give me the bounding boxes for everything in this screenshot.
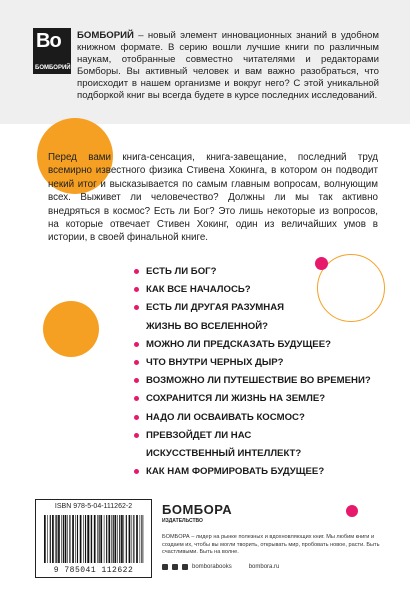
question-item bbox=[134, 299, 374, 317]
bullet-dot-icon bbox=[134, 469, 139, 474]
questions-list bbox=[134, 263, 374, 481]
bullet-dot-icon bbox=[134, 305, 139, 310]
question-text: МОЖНО ЛИ ПРЕДСКАЗАТЬ БУДУЩЕЕ? bbox=[146, 338, 331, 350]
publisher-dot-icon bbox=[346, 505, 358, 517]
publisher-links bbox=[162, 564, 382, 570]
question-text: НАДО ЛИ ОСВАИВАТЬ КОСМОС? bbox=[146, 411, 305, 423]
question-text: СОХРАНИТСЯ ЛИ ЖИЗНЬ НА ЗЕМЛЕ? bbox=[146, 393, 326, 405]
question-text: ПРЕВЗОЙДЕТ ЛИ НАС bbox=[146, 429, 252, 441]
question-item bbox=[134, 372, 374, 390]
question-text: ВОЗМОЖНО ЛИ ПУТЕШЕСТВИЕ ВО ВРЕМЕНИ? bbox=[146, 375, 371, 387]
publisher-name: БОМБОРА bbox=[162, 502, 233, 517]
question-item bbox=[134, 336, 374, 354]
social-handle[interactable]: bomborabooks bbox=[192, 564, 232, 570]
logo-caption: БОМБОРИЙ bbox=[35, 65, 71, 71]
question-item bbox=[134, 409, 374, 427]
publisher-blurb: БОМБОРА – лидер на рынке полезных и вдохновляющих книг. Мы любим книги и создаем их, чтобы вы могли творить, открывать мир, пробовать новое, расти. Быть счастливыми. Быть на волне. bbox=[162, 534, 380, 556]
question-item bbox=[134, 445, 374, 463]
bullet-dot-icon bbox=[134, 360, 139, 365]
question-item bbox=[134, 281, 374, 299]
question-item bbox=[134, 263, 374, 281]
series-brand: БОМБОРИЙ bbox=[77, 30, 134, 41]
bullet-dot-icon bbox=[134, 269, 139, 274]
question-item bbox=[134, 354, 374, 372]
barcode-icon bbox=[44, 515, 144, 563]
barcode-number: 9 785041 112622 bbox=[53, 566, 134, 575]
question-item bbox=[134, 390, 374, 408]
question-text: ЕСТЬ ЛИ БОГ? bbox=[146, 266, 217, 277]
bullet-dot-icon bbox=[134, 415, 139, 420]
question-item bbox=[134, 427, 374, 445]
question-text: ИСКУССТВЕННЫЙ ИНТЕЛЛЕКТ? bbox=[146, 448, 302, 460]
isbn-text: ISBN 978-5-04-111262-2 bbox=[54, 503, 133, 510]
question-text: КАК ВСЕ НАЧАЛОСЬ? bbox=[146, 284, 251, 296]
orange-half-circle-decoration bbox=[43, 301, 99, 357]
vk-icon bbox=[172, 564, 178, 570]
publisher-subtitle: ИЗДАТЕЛЬСТВО bbox=[162, 518, 203, 524]
question-item bbox=[134, 318, 374, 336]
bullet-dot-icon bbox=[134, 287, 139, 292]
bullet-dot-icon bbox=[134, 342, 139, 347]
barcode-panel bbox=[35, 499, 152, 578]
question-text: КАК НАМ ФОРМИРОВАТЬ БУДУЩЕЕ? bbox=[146, 466, 325, 478]
question-item bbox=[134, 463, 374, 481]
series-logo bbox=[33, 28, 71, 74]
bullet-dot-icon bbox=[134, 433, 139, 438]
logo-monogram: Bo bbox=[36, 30, 61, 52]
bullet-dot-icon bbox=[134, 396, 139, 401]
question-text: ЧТО ВНУТРИ ЧЕРНЫХ ДЫР? bbox=[146, 357, 284, 369]
website-link[interactable]: bombora.ru bbox=[248, 564, 280, 570]
book-description: Перед вами книга-сенсация, книга-завещание, последний труд всемирно известного физика Стивена Хокинга, в котором он подводит некий итог и высказывается по самым главным вопросам, волнующим всех. Выживет ли человечество? Должны ли мы так активно внедряться в космос? Есть ли Бог? Это лишь некоторые из вопросов, на которые отвечает Стивен Хокинг, один из величайших умов в истории, в своей финальной книге. bbox=[48, 152, 378, 244]
facebook-icon bbox=[162, 564, 168, 570]
series-description: – новый элемент инновационных знаний в удобном книжном формате. В серию вошли лучшие книги по различным наукам, отобранные совместно читателями и редакторами Бомборы. Вы активный человек и вам важно разобраться, что происходит в нашем организме и вокруг него? С этой уникальной подборкой книг вы всегда будете в курсе последних исследований. bbox=[77, 30, 379, 101]
instagram-icon bbox=[182, 564, 188, 570]
series-intro bbox=[77, 30, 379, 102]
question-text: ЕСТЬ ЛИ ДРУГАЯ РАЗУМНАЯ bbox=[146, 302, 285, 314]
question-text: ЖИЗНЬ ВО ВСЕЛЕННОЙ? bbox=[146, 320, 268, 332]
bullet-dot-icon bbox=[134, 378, 139, 383]
